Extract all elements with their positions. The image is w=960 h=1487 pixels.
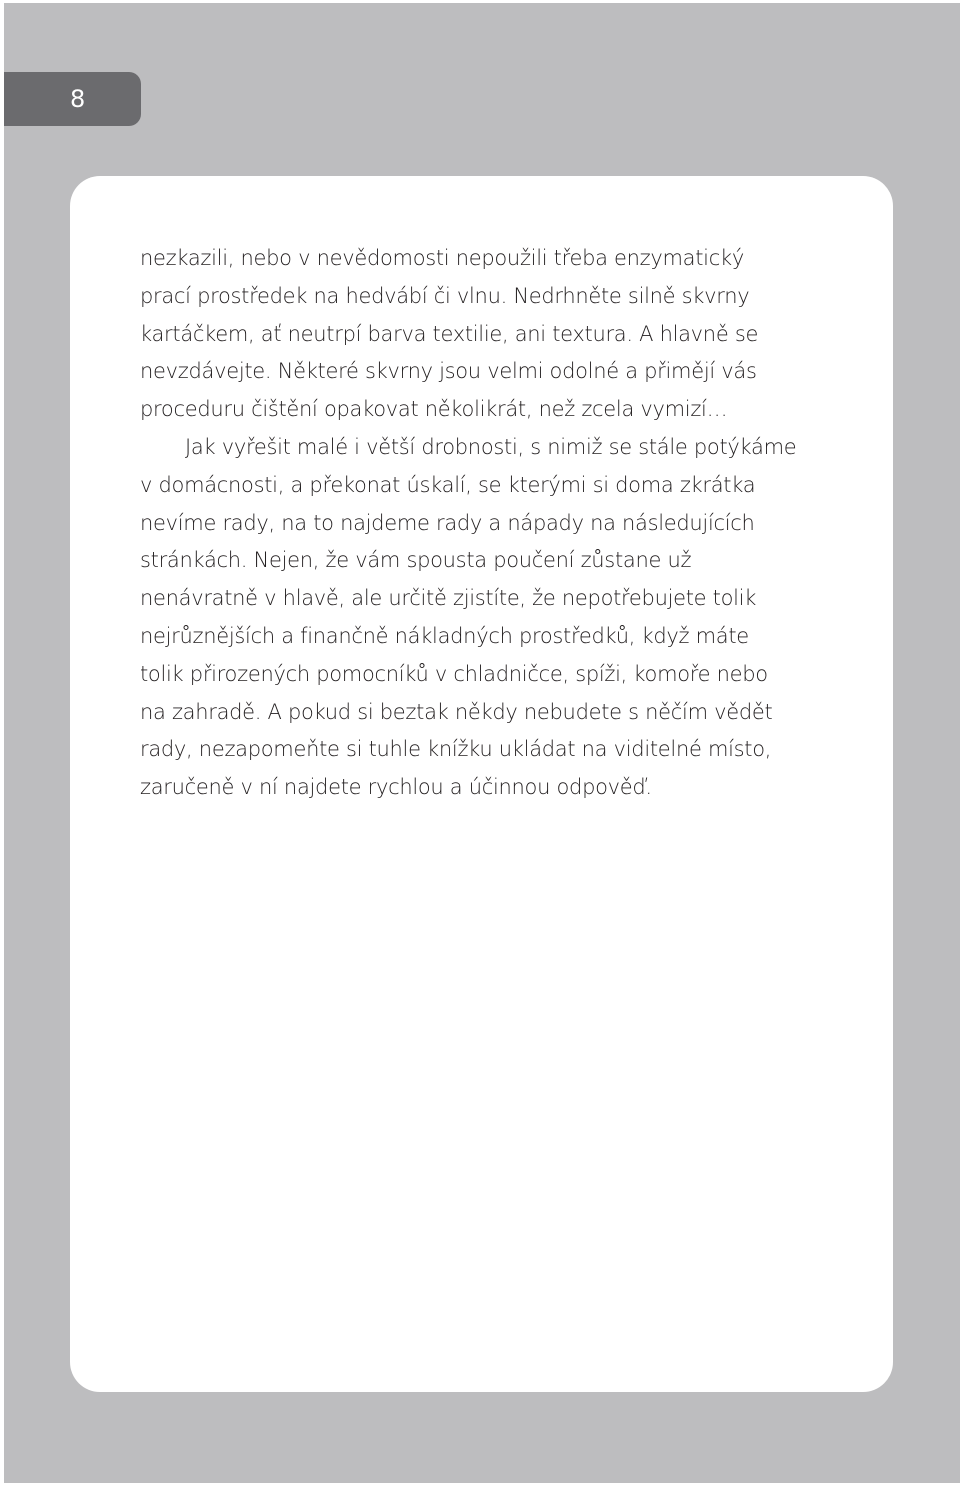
text-line: nezkazili, nebo v nevědomosti nepoužili třeba enzymatický (140, 246, 744, 270)
text-line: nejrůznějších a finančně nákladných prostředků, když máte (140, 623, 749, 648)
text-line: zaručeně v ní najdete rychlou a účinnou odpověď. (140, 775, 652, 800)
text-line: nevzdávejte. Některé skvrny jsou velmi odolné a přimějí vás (140, 359, 757, 384)
page-number: 8 (70, 85, 86, 113)
text-line: stránkách. Nejen, že vám spousta poučení zůstane už (140, 548, 692, 573)
text-line: rady, nezapomeňte si tuhle knížku ukládat na viditelné místo, (140, 737, 772, 762)
text-line: nenávratně v hlavě, ale určitě zjistíte, že nepotřebujete tolik (140, 586, 757, 611)
text-line: nevíme rady, na to najdeme rady a nápady na následujících (140, 510, 755, 535)
text-line: prací prostředek na hedvábí či vlnu. Nedrhněte silně skvrny (140, 283, 750, 308)
text-line: na zahradě. A pokud si beztak někdy nebudete s něčím vědět (140, 699, 773, 724)
text-line: v domácnosti, a překonat úskalí, se kterými si doma zkrátka (140, 472, 756, 497)
text-line-paragraph-start: Jak vyřešit malé i větší drobnosti, s nimiž se stále potýkáme (185, 434, 797, 459)
text-line: tolik přirozených pomocníků v chladničce, spíži, komoře nebo (140, 661, 768, 686)
text-line: proceduru čištění opakovat několikrát, než zcela vymizí… (140, 397, 728, 422)
body-text (140, 240, 840, 807)
page-background (4, 3, 960, 1483)
page-number-tab (4, 72, 141, 126)
text-card (70, 176, 893, 1392)
text-line: kartáčkem, ať neutrpí barva textilie, ani textura. A hlavně se (140, 321, 759, 346)
